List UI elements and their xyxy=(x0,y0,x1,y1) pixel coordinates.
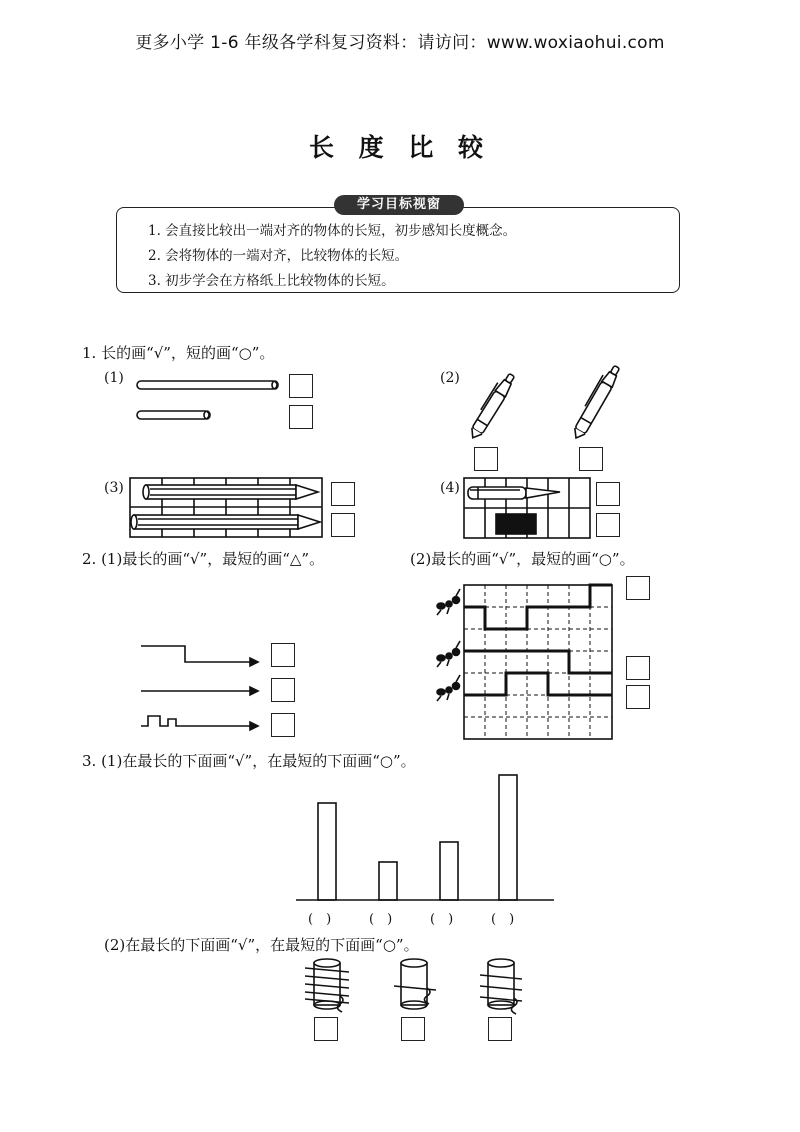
coil-icon xyxy=(305,959,349,1012)
q3-1-paren-1[interactable]: ( ) xyxy=(308,912,332,927)
page-title: 长 度 比 较 xyxy=(308,133,492,162)
pencil-icon xyxy=(143,485,318,499)
ant-icon xyxy=(437,589,460,615)
eraser-icon xyxy=(496,514,536,534)
q3-part1-prompt: 3. (1)在最长的下面画“√”，在最短的下面画“○”。 xyxy=(82,752,416,770)
short-stick-icon xyxy=(137,411,210,419)
q3-part2-prompt: (2)在最长的下面画“√”，在最短的下面画“○”。 xyxy=(104,936,419,954)
step-line-path xyxy=(141,646,258,662)
pen-icon xyxy=(466,371,517,441)
bar-1 xyxy=(318,803,336,900)
ant-icon xyxy=(437,675,460,701)
q2-part1-prompt: 2. (1)最长的画“√”，最短的画“△”。 xyxy=(82,550,325,568)
page-header: 更多小学 1-6 年级各学科复习资料：请访问：www.woxiaohui.com xyxy=(135,33,665,53)
q1-prompt: 1. 长的画“√”，短的画“○”。 xyxy=(82,344,275,362)
bar-2 xyxy=(379,862,397,900)
q3-1-paren-4[interactable]: ( ) xyxy=(491,912,515,927)
pen-icon xyxy=(569,363,622,441)
goal-item-3: 3. 初步学会在方格纸上比较物体的长短。 xyxy=(148,273,395,289)
ant-icon xyxy=(437,641,460,667)
bar-3 xyxy=(440,842,458,900)
q1-label-2: (2) xyxy=(440,370,460,386)
coil-icon xyxy=(480,959,522,1014)
q1-label-1: (1) xyxy=(104,370,124,386)
goal-item-1: 1. 会直接比较出一端对齐的物体的长短，初步感知长度概念。 xyxy=(148,223,517,239)
bar-4 xyxy=(499,775,517,900)
coil-icon xyxy=(394,959,436,1009)
goal-item-2: 2. 会将物体的一端对齐，比较物体的长短。 xyxy=(148,248,409,264)
q1-label-3: (3) xyxy=(104,480,124,496)
long-stick-icon xyxy=(137,381,278,389)
goals-title: 学习目标视窗 xyxy=(334,195,464,215)
q2-part2-prompt: (2)最长的画“√”，最短的画“○”。 xyxy=(410,550,635,568)
pencil-icon xyxy=(131,515,320,529)
q3-1-paren-3[interactable]: ( ) xyxy=(430,912,454,927)
pulse-line-path xyxy=(141,716,258,726)
fountain-pen-icon xyxy=(468,487,560,499)
q3-1-paren-2[interactable]: ( ) xyxy=(369,912,393,927)
q1-label-4: (4) xyxy=(440,480,460,496)
